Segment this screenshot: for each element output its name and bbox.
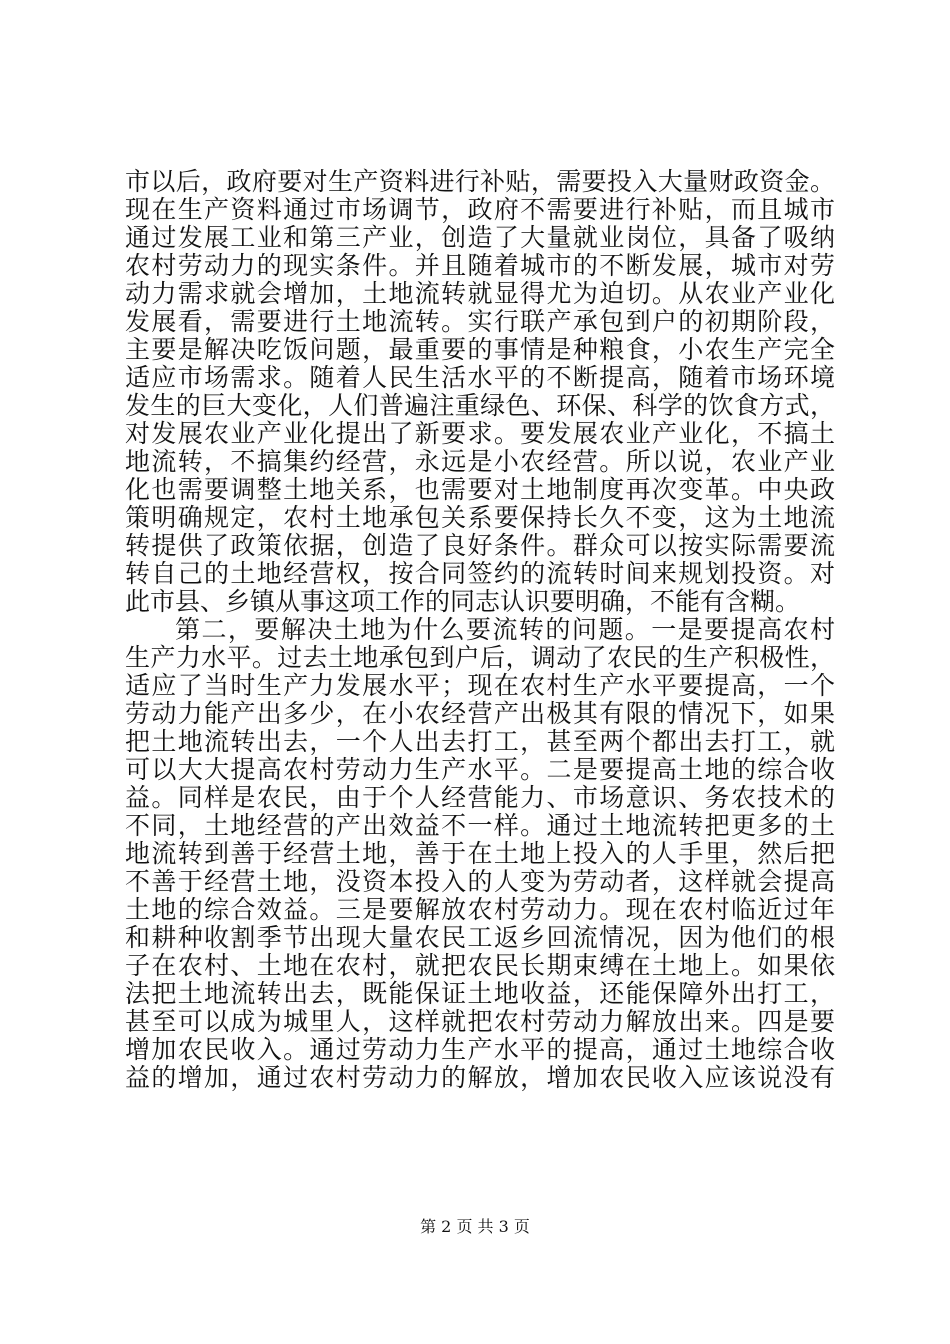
text-line: 不善于经营土地，没资本投入的人变为劳动者，这样就会提高 xyxy=(125,868,835,896)
text-line: 益。同样是农民，由于个人经营能力、市场意识、务农技术的 xyxy=(125,784,835,812)
text-line: 土地的综合效益。三是要解放农村劳动力。现在农村临近过年 xyxy=(125,896,835,924)
text-line: 发展看，需要进行土地流转。实行联产承包到户的初期阶段， xyxy=(125,308,835,336)
text-line: 转提供了政策依据，创造了良好条件。群众可以按实际需要流 xyxy=(125,532,835,560)
text-line: 农村劳动力的现实条件。并且随着城市的不断发展，城市对劳 xyxy=(125,252,835,280)
text-line: 主要是解决吃饭问题，最重要的事情是种粮食，小农生产完全 xyxy=(125,336,835,364)
text-line: 适应市场需求。随着人民生活水平的不断提高，随着市场环境 xyxy=(125,364,835,392)
text-line: 适应了当时生产力发展水平；现在农村生产水平要提高，一个 xyxy=(125,672,835,700)
page-number-label: 第 2 页 共 3 页 xyxy=(420,1217,530,1236)
page-footer xyxy=(0,1214,950,1237)
text-line: 可以大大提高农村劳动力生产水平。二是要提高土地的综合收 xyxy=(125,756,835,784)
text-line: 发生的巨大变化，人们普遍注重绿色、环保、科学的饮食方式， xyxy=(125,392,835,420)
text-line: 生产力水平。过去土地承包到户后，调动了农民的生产积极性， xyxy=(125,644,835,672)
text-line: 市以后，政府要对生产资料进行补贴，需要投入大量财政资金。 xyxy=(125,168,835,196)
text-line: 通过发展工业和第三产业，创造了大量就业岗位，具备了吸纳 xyxy=(125,224,835,252)
text-line: 地流转到善于经营土地，善于在土地上投入的人手里，然后把 xyxy=(125,840,835,868)
text-line: 化也需要调整土地关系，也需要对土地制度再次变革。中央政 xyxy=(125,476,835,504)
text-line: 和耕种收割季节出现大量农民工返乡回流情况，因为他们的根 xyxy=(125,924,835,952)
text-line: 第二，要解决土地为什么要流转的问题。一是要提高农村 xyxy=(175,616,835,644)
text-line: 法把土地流转出去，既能保证土地收益，还能保障外出打工， xyxy=(125,980,835,1008)
paragraph-1 xyxy=(125,168,835,616)
text-line: 现在生产资料通过市场调节，政府不需要进行补贴，而且城市 xyxy=(125,196,835,224)
paragraph-2 xyxy=(125,616,835,1092)
text-line: 子在农村、土地在农村，就把农民长期束缚在土地上。如果依 xyxy=(125,952,835,980)
text-line: 甚至可以成为城里人，这样就把农村劳动力解放出来。四是要 xyxy=(125,1008,835,1036)
text-line: 地流转，不搞集约经营，永远是小农经营。所以说，农业产业 xyxy=(125,448,835,476)
text-line: 动力需求就会增加，土地流转就显得尤为迫切。从农业产业化 xyxy=(125,280,835,308)
text-line: 不同，土地经营的产出效益不一样。通过土地流转把更多的土 xyxy=(125,812,835,840)
text-line: 益的增加，通过农村劳动力的解放，增加农民收入应该说没有 xyxy=(125,1064,835,1092)
body-text xyxy=(125,168,835,1092)
text-line: 把土地流转出去，一个人出去打工，甚至两个都出去打工，就 xyxy=(125,728,835,756)
text-line: 对发展农业产业化提出了新要求。要发展农业产业化，不搞土 xyxy=(125,420,835,448)
text-line: 转自己的土地经营权，按合同签约的流转时间来规划投资。对 xyxy=(125,560,835,588)
text-line: 增加农民收入。通过劳动力生产水平的提高，通过土地综合收 xyxy=(125,1036,835,1064)
text-line: 策明确规定，农村土地承包关系要保持长久不变，这为土地流 xyxy=(125,504,835,532)
text-line: 此市县、乡镇从事这项工作的同志认识要明确，不能有含糊。 xyxy=(125,588,801,616)
text-line: 劳动力能产出多少，在小农经营产出极其有限的情况下，如果 xyxy=(125,700,835,728)
